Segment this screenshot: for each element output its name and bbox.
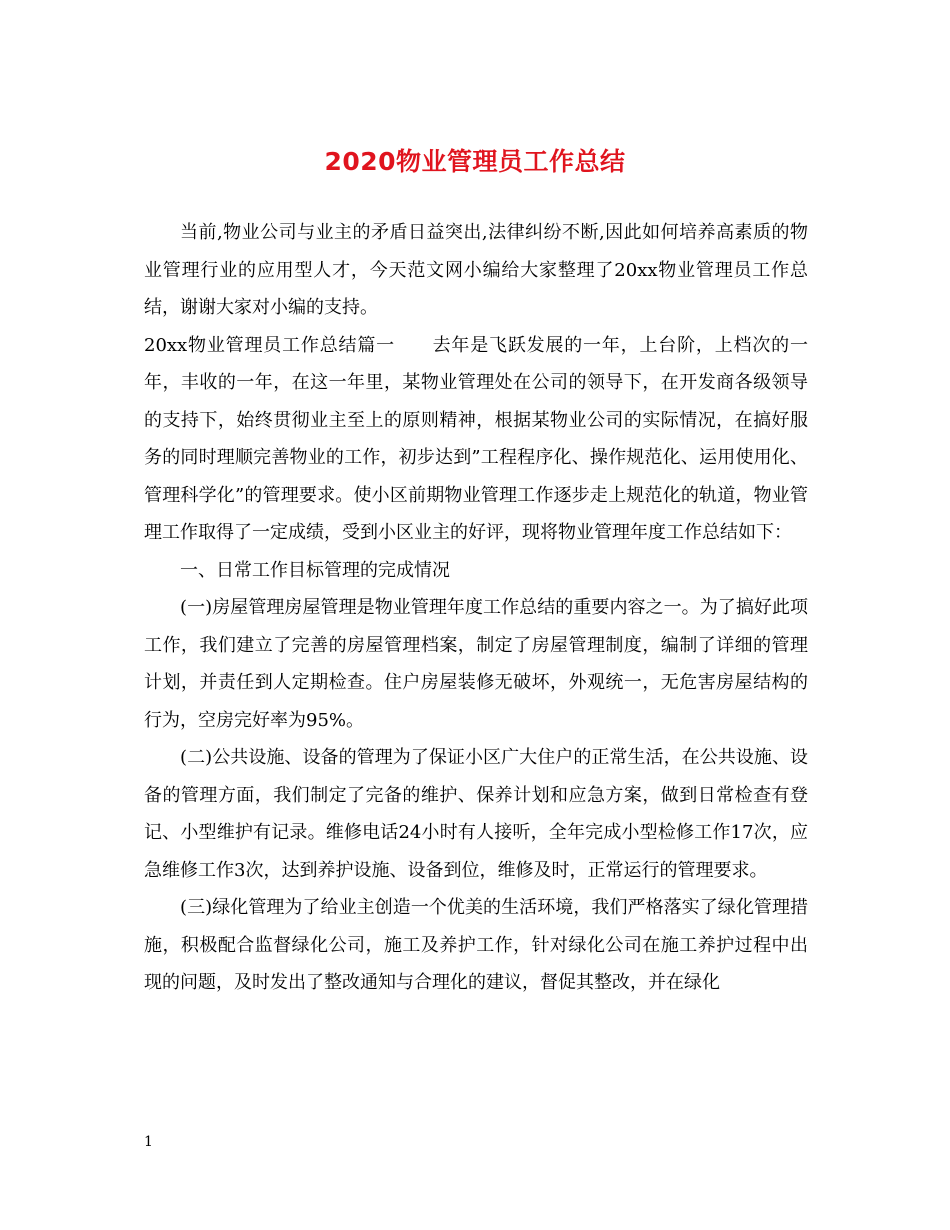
paragraph-house-management: (一)房屋管理房屋管理是物业管理年度工作总结的重要内容之一。为了搞好此项工作，我们建立了完善的房屋管理档案，制定了房屋管理制度，编制了详细的管理计划，并责任到人定期检查。住户房屋装修无破坏，外观统一，无危害房屋结构的行为，空房完好率为95%。 [144,597,808,731]
paragraph-facility-management: (二)公共设施、设备的管理为了保证小区广大住户的正常生活，在公共设施、设备的管理方面，我们制定了完备的维护、保养计划和应急方案，做到日常检查有登记、小型维护有记录。维修电话24小时有人接听，全年完成小型检修工作17次，应急维修工作3次，达到养护设施、设备到位，维修及时，正常运行的管理要求。 [144,747,808,881]
paragraph-summary-part-one: 20xx物业管理员工作总结篇一 去年是飞跃发展的一年，上台阶，上档次的一年，丰收的一年，在这一年里，某物业管理处在公司的领导下，在开发商各级领导的支持下，始终贯彻业主至上的原则精神，根据某物业公司的实际情况，在搞好服务的同时理顺完善物业的工作，初步达到”工程程序化、操作规范化、运用使用化、管理科学化”的管理要求。使小区前期物业管理工作逐步走上规范化的轨道，物业管理工作取得了一定成绩，受到小区业主的好评，现将物业管理年度工作总结如下： [144,334,808,543]
document-title: 2020物业管理员工作总结 [324,147,626,176]
paragraph-section-heading: 一、日常工作目标管理的完成情况 [180,559,450,581]
page-number: 1 [144,1134,153,1150]
document-body [144,214,808,1002]
paragraph-greening-management: (三)绿化管理为了给业主创造一个优美的生活环境，我们严格落实了绿化管理措施，积极配合监督绿化公司，施工及养护工作，针对绿化公司在施工养护过程中出现的问题，及时发出了整改通知与合理化的建议，督促其整改，并在绿化 [144,897,808,993]
paragraph-intro: 当前,物业公司与业主的矛盾日益突出,法律纠纷不断,因此如何培养高素质的物业管理行业的应用型人才，今天范文网小编给大家整理了20xx物业管理员工作总结，谢谢大家对小编的支持。 [144,222,808,318]
